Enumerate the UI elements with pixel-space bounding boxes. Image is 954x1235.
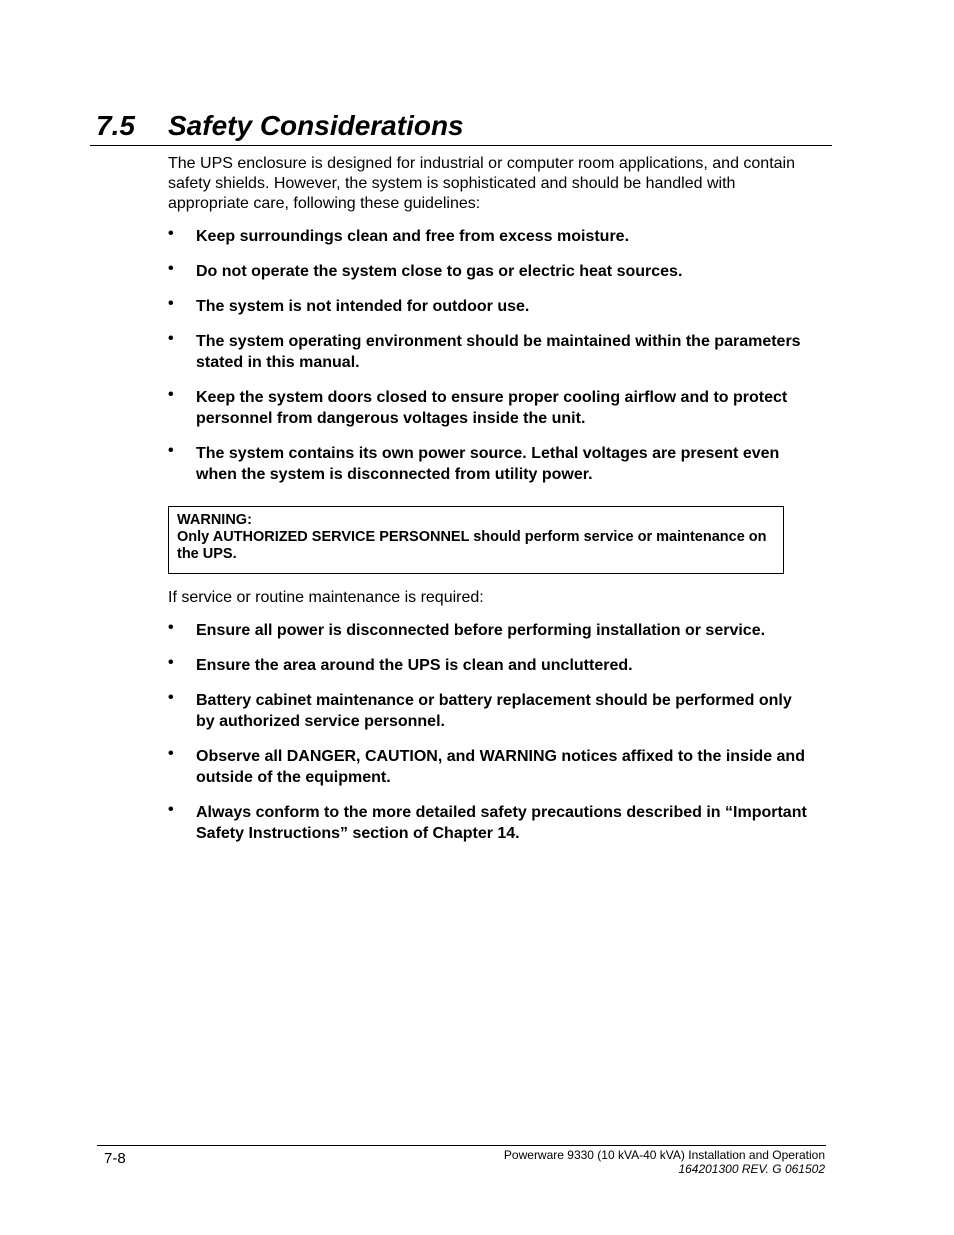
bullet-icon: • <box>168 295 174 312</box>
section-number: 7.5 <box>96 110 135 141</box>
list-item-text: Ensure the area around the UPS is clean and uncluttered. <box>196 657 633 674</box>
bullet-icon: • <box>168 260 174 277</box>
guidelines-list <box>168 226 808 485</box>
bullet-icon: • <box>168 442 174 459</box>
warning-box <box>168 506 784 574</box>
list-item-text: Do not operate the system close to gas or electric heat sources. <box>196 263 683 280</box>
footer-info <box>504 1148 825 1176</box>
heading-divider <box>90 145 832 146</box>
footer-divider <box>97 1145 826 1146</box>
bullet-icon: • <box>168 745 174 762</box>
bullet-icon: • <box>168 801 174 818</box>
list-item <box>168 746 808 788</box>
revision-code: 164201300 REV. G 061502 <box>678 1162 825 1176</box>
list-item <box>168 802 808 844</box>
list-item-text: Observe all DANGER, CAUTION, and WARNING notices affixed to the inside and outside of the equipment. <box>196 748 805 786</box>
list-item <box>168 655 808 676</box>
list-item-text: Battery cabinet maintenance or battery replacement should be performed only by authorized service personnel. <box>196 692 792 730</box>
intro-paragraph: The UPS enclosure is designed for industrial or computer room applications, and contain safety shields. However, the system is sophisticated and should be handled with appropriate care, following these guidelines: <box>168 155 795 212</box>
warning-label: WARNING: <box>177 512 252 528</box>
list-item-text: Always conform to the more detailed safety precautions described in “Important Safety Instructions” section of Chapter 14. <box>196 804 807 842</box>
service-list <box>168 620 808 844</box>
warning-text: Only AUTHORIZED SERVICE PERSONNEL should perform service or maintenance on the UPS. <box>177 529 767 562</box>
list-item-text: Ensure all power is disconnected before performing installation or service. <box>196 622 766 639</box>
list-item <box>168 226 808 247</box>
bullet-icon: • <box>168 689 174 706</box>
bullet-icon: • <box>168 225 174 242</box>
service-intro: If service or routine maintenance is required: <box>168 589 484 606</box>
list-item <box>168 296 808 317</box>
bullet-icon: • <box>168 619 174 636</box>
section-body <box>168 154 808 858</box>
list-item-text: The system contains its own power source. Lethal voltages are present even when the system is disconnected from utility power. <box>196 445 780 483</box>
list-item <box>168 690 808 732</box>
list-item <box>168 261 808 282</box>
page-number: 7-8 <box>104 1150 126 1167</box>
list-item-text: Keep the system doors closed to ensure proper cooling airflow and to protect personnel from dangerous voltages inside the unit. <box>196 389 788 427</box>
manual-title: Powerware 9330 (10 kVA-40 kVA) Installation and Operation <box>503 1148 825 1162</box>
bullet-icon: • <box>168 654 174 671</box>
list-item-text: The system is not intended for outdoor use. <box>196 298 530 315</box>
list-item <box>168 443 808 485</box>
list-item <box>168 387 808 429</box>
bullet-icon: • <box>168 330 174 347</box>
bullet-icon: • <box>168 386 174 403</box>
section-title: Safety Considerations <box>168 110 464 141</box>
list-item-text: The system operating environment should be maintained within the parameters stated in this manual. <box>196 333 801 371</box>
list-item-text: Keep surroundings clean and free from excess moisture. <box>196 228 630 245</box>
list-item <box>168 620 808 641</box>
list-item <box>168 331 808 373</box>
